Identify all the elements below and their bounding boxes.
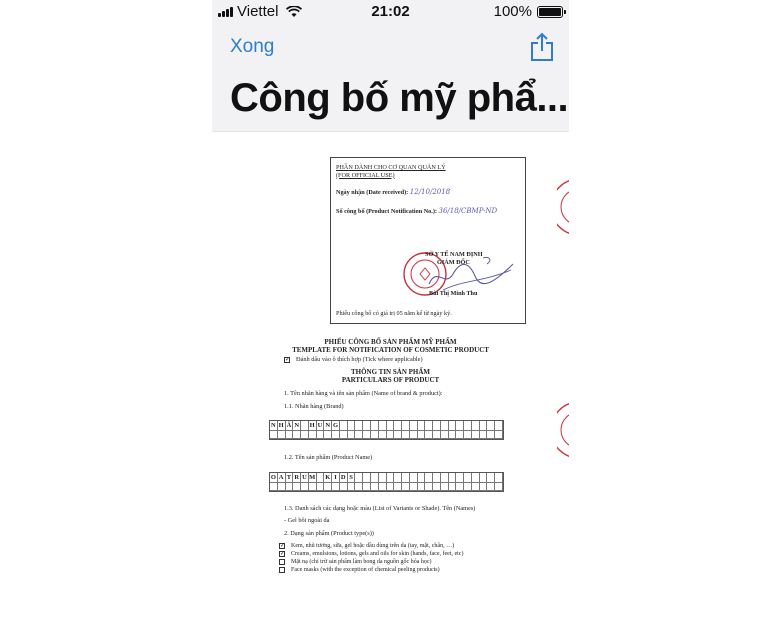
grid-cell: O [270,474,276,481]
date-received-value: 12/10/2018 [409,188,451,196]
grid-cell [286,483,294,491]
grid-cell: S [348,473,356,483]
grid-cell [270,431,278,439]
grid-cell [441,473,449,483]
product-type-label: Mặt nạ (chỉ trừ sản phẩm làm bong da nguồn gốc hóa học) [291,559,432,565]
official-header-en: (FOR OFFICIAL USE) [336,171,395,179]
grid-cell [332,431,340,439]
grid-cell: D [340,473,348,483]
grid-cell [355,431,363,439]
notification-number-value: 36/18/CBMP-ND [438,207,498,215]
checked-box-icon: ✓ [280,543,286,549]
grid-cell [425,431,433,439]
official-use-box [330,157,526,324]
form-title-en: TEMPLATE FOR NOTIFICATION OF COSMETIC PRODUCT [292,346,489,354]
grid-cell [394,473,402,483]
grid-cell: M [309,474,316,481]
product-type-row [279,551,463,557]
product-grid [269,472,504,492]
checked-box-icon: ✓ [280,551,286,557]
grid-cell [418,431,426,439]
validity-note: Phiếu công bố có giá trị 05 năm kể từ ngày ký. [336,310,452,317]
grid-cell [317,431,325,439]
grid-cell [387,483,395,491]
grid-cell [309,431,317,439]
grid-cell [495,431,503,439]
grid-cell [480,421,488,431]
item-1-1: 1.1. Nhãn hàng (Brand) [284,403,344,410]
grid-cell [441,421,449,431]
grid-cell [301,431,309,439]
grid-cell [487,483,495,491]
grid-cell [379,421,387,431]
done-button[interactable]: Xong [230,36,275,57]
grid-cell [410,421,418,431]
authority-name: SỞ Y TẾ NAM ĐỊNH [425,251,483,258]
grid-cell [371,473,379,483]
grid-cell [379,473,387,483]
grid-cell [317,473,325,483]
status-bar [212,0,569,26]
product-type-label: Kem, nhũ tương, sữa, gel hoặc dầu dùng trên da (tay, mặt, chân, …) [291,543,455,549]
grid-cell [324,431,332,439]
grid-cell [464,431,472,439]
grid-cell [379,431,387,439]
grid-cell [402,473,410,483]
grid-cell [464,483,472,491]
grid-cell [355,473,363,483]
grid-cell [464,421,472,431]
grid-cell [324,483,332,491]
grid-cell: K [325,474,331,481]
section-title-vi: THÔNG TIN SẢN PHẨM [350,368,431,376]
grid-cell [278,431,286,439]
grid-cell [418,483,426,491]
grid-cell [456,421,464,431]
grid-cell [456,483,464,491]
grid-cell [433,431,441,439]
grid-cell [480,473,488,483]
grid-cell [480,431,488,439]
date-received-line [336,188,450,197]
grid-cell [363,431,371,439]
unchecked-box-icon [279,567,285,573]
grid-cell: T [286,473,294,483]
grid-cell: U [317,421,325,431]
grid-cell: G [332,422,339,429]
grid-cell [425,473,433,483]
grid-cell [348,431,356,439]
grid-cell [394,421,402,431]
grid-cell [371,483,379,491]
grid-cell [340,483,348,491]
grid-cell [363,421,371,431]
variant-name: - Gel bôi ngoài da [284,517,330,524]
product-type-label: Creams, emulsions, lotions, gels and oils for skin (hands, face, feet, etc) [291,551,464,557]
signer-name: Bùi Thị Minh Thu [429,290,478,297]
edge-stamp-icon [557,400,569,460]
grid-cell [449,473,457,483]
item-2: 2. Dạng sản phẩm (Product type(s)) [284,530,374,537]
grid-cell [278,483,286,491]
grid-cell [371,431,379,439]
product-type-row [279,543,454,549]
grid-cell [433,473,441,483]
section-title-en: PARTICULARS OF PRODUCT [341,376,440,384]
grid-cell [371,421,379,431]
grid-cell [332,483,340,491]
grid-cell [433,421,441,431]
grid-cell [425,483,433,491]
battery-icon [537,6,563,18]
grid-cell [487,473,495,483]
grid-cell [394,483,402,491]
grid-cell [449,483,457,491]
grid-cell [472,431,480,439]
notification-number-label: Số công bố (Product Notification No.): [336,208,437,215]
grid-cell [480,483,488,491]
grid-cell [301,421,309,431]
carrier-name: Viettel [237,3,279,20]
official-header-vi: PHẦN DÀNH CHO CƠ QUAN QUẢN LÝ [336,164,446,171]
grid-cell: N [293,421,301,431]
grid-cell [363,473,371,483]
grid-cell [387,473,395,483]
grid-cell [449,421,457,431]
form-title-vi: PHIẾU CÔNG BỐ SẢN PHẨM MỸ PHẨM [324,338,457,346]
grid-cell [387,431,395,439]
grid-cell [456,431,464,439]
document-page [212,132,569,640]
grid-cell: Â [286,421,294,431]
grid-cell [487,431,495,439]
grid-cell [348,421,356,431]
grid-cell [410,483,418,491]
grid-cell [402,421,410,431]
grid-cell [402,431,410,439]
grid-cell: I [332,473,340,483]
product-type-row [279,559,432,565]
notification-number-line [336,207,497,216]
status-right [494,3,563,20]
grid-cell [379,483,387,491]
grid-cell [464,473,472,483]
product-type-label: Face masks (with the exception of chemical peeling products) [291,567,440,573]
grid-cell [425,421,433,431]
grid-cell [495,483,503,491]
grid-cell [340,421,348,431]
page-title: Công bố mỹ phẩ... [230,76,569,120]
grid-cell [363,483,371,491]
date-received-label: Ngày nhận (Date received): [336,189,409,196]
grid-cell [317,483,325,491]
grid-cell [472,483,480,491]
grid-cell [472,421,480,431]
grid-cell [495,421,503,431]
product-type-row [279,567,440,573]
brand-grid [269,420,504,440]
grid-cell [456,473,464,483]
grid-cell: H [309,422,315,429]
grid-cell: H [278,422,284,429]
grid-cell [433,483,441,491]
grid-cell [355,421,363,431]
grid-cell [410,473,418,483]
grid-cell [418,473,426,483]
grid-cell [402,483,410,491]
grid-cell [286,431,294,439]
grid-cell: N [324,421,332,431]
grid-cell [441,431,449,439]
grid-cell [301,483,309,491]
tick-note-text: Đánh dấu vào ô thích hợp (Tick where applicable) [296,356,423,363]
grid-cell: N [270,421,278,431]
grid-cell: A [278,473,286,483]
grid-cell [355,483,363,491]
grid-cell: U [301,473,309,483]
tick-note [284,356,423,363]
edge-stamp-icon [557,177,569,237]
grid-cell [487,421,495,431]
grid-cell [387,421,395,431]
status-time: 21:02 [371,3,410,20]
grid-cell [472,473,480,483]
unchecked-box-icon [279,559,285,565]
item-1-2: 1.2. Tên sản phẩm (Product Name) [284,454,373,461]
grid-cell [293,431,301,439]
grid-cell [309,483,317,491]
share-icon[interactable] [529,32,555,62]
director-title: GIÁM ĐỐC [437,259,470,266]
grid-cell [449,431,457,439]
battery-percentage: 100% [493,3,532,20]
grid-cell [394,431,402,439]
grid-cell [340,431,348,439]
grid-cell [348,483,356,491]
document-viewer[interactable] [212,131,569,640]
phone-screen [212,0,569,640]
item-1-3: 1.3. Danh sách các dạng hoặc màu (List of Variants or Shade). Tên (Names) [284,505,476,512]
item-1: 1. Tên nhãn hàng và tên sản phẩm (Name of brand & product): [284,390,443,397]
official-header [336,164,446,180]
grid-cell [410,431,418,439]
grid-cell [441,483,449,491]
grid-cell [418,421,426,431]
grid-cell [270,483,278,491]
grid-cell: R [293,473,301,483]
grid-cell [495,473,503,483]
grid-cell [293,483,301,491]
checkbox-icon: ✓ [285,356,291,363]
